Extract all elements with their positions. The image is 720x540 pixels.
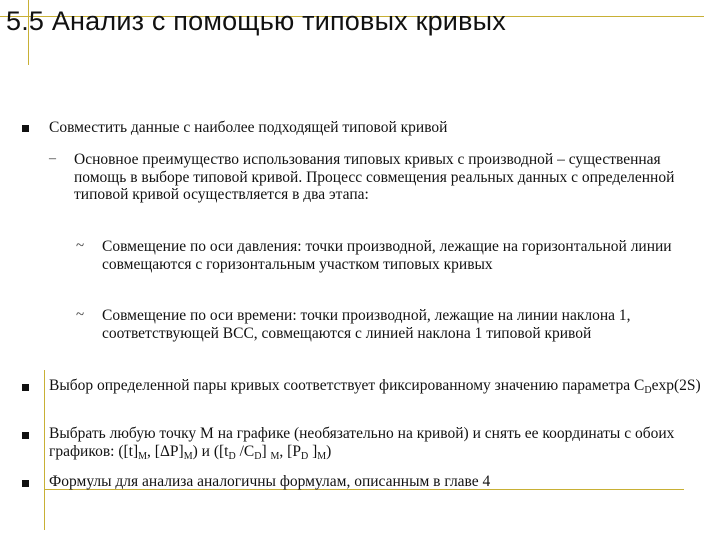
bullet-3-sub-4: D (254, 450, 262, 462)
bullet-1-text: Совместить данные с наиболее подходящей типовой кривой (49, 119, 448, 136)
bullet-3-mid-1: , [ΔP] (147, 442, 184, 460)
bullet-3-mid-4: ] (261, 442, 271, 460)
tilde-marker-a: ~ (76, 238, 85, 254)
bullet-marker-2 (22, 384, 29, 391)
bullet-2-text-pre: Выбор определенной пары кривых соответствует фиксированному значению параметра C (49, 377, 645, 394)
bottom-vertical-rule (44, 370, 45, 530)
bullet-3-mid-6: ] (308, 442, 318, 460)
sub-sub-bullet-b-text: Совмещение по оси времени: точки производной, лежащие на линии наклона 1, соответствующей ВСС, совмещаются с линией наклона 1 типовой кривой (102, 307, 631, 342)
bullet-3-sub-1: M (138, 450, 148, 462)
sub-sub-bullet-a-text: Совмещение по оси давления: точки производной, лежащие на горизонтальной линии совмещаются с горизонтальным участком типовых кривых (102, 238, 672, 273)
bullet-3-end: ) (326, 442, 332, 460)
bullet-2-subscript: D (644, 385, 652, 396)
bullet-3-sub-2: M (183, 450, 193, 462)
bullet-3-sub-3: D (228, 450, 236, 462)
bullet-marker-4 (22, 480, 29, 487)
bullet-3-sub-6: D (300, 450, 309, 462)
sub-bullet-1-text: Основное преимущество использования типовых кривых с производной – существенная помощь в выборе типовой кривой. Процесс совмещения реальных данных с определенной типовой кривой осуществляется в два этапа: (74, 151, 675, 203)
bullet-3-text-pre: Выбрать любую точку M на графике (необязательно на кривой) и снять ее координаты с обоих графиков: ([t] (49, 425, 675, 460)
bullet-4-text: Формулы для анализа аналогичны формулам, описанным в главе 4 (49, 473, 491, 490)
tilde-marker-b: ~ (76, 307, 85, 323)
bullet-marker-3 (22, 432, 29, 439)
bullet-2-text (49, 377, 709, 400)
bullet-marker-1 (22, 125, 29, 132)
bullet-3-mid-3: /C (235, 442, 255, 460)
bullet-3-text (49, 425, 709, 465)
bullet-2-text-post: exp(2S) (651, 377, 701, 394)
bullet-3-sub-5: M (270, 450, 280, 462)
dash-marker: – (49, 151, 56, 166)
bullet-3-sub-7: M (317, 450, 327, 462)
bullet-3-mid-5: , [P (279, 442, 301, 460)
bullet-3-mid-2: ) и ([t (192, 442, 229, 460)
slide-title: 5.5 Анализ с помощью типовых кривых (6, 6, 506, 36)
